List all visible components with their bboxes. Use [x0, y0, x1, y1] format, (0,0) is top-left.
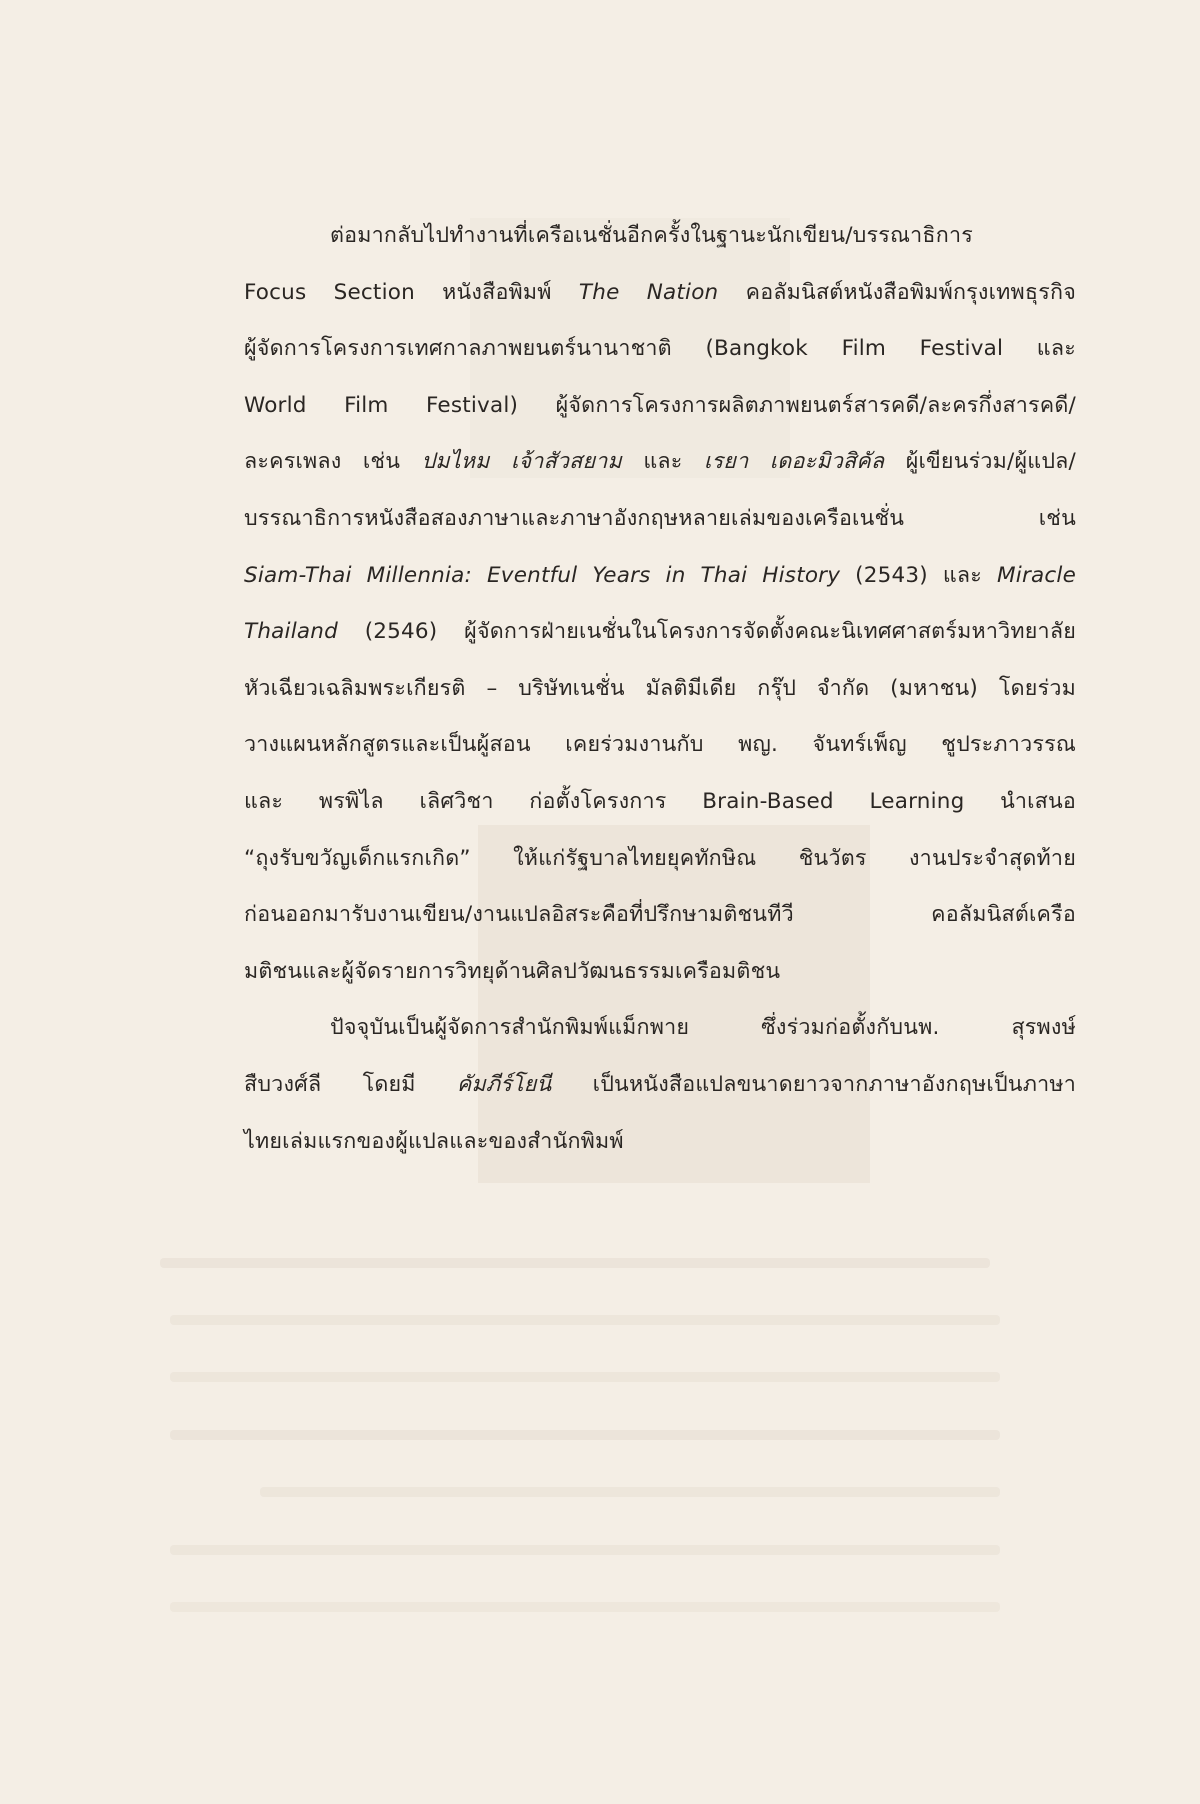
- italic-title: Miracle: [997, 562, 1076, 588]
- italic-title: คัมภีร์โยนี: [456, 1071, 552, 1097]
- show-through-line: [170, 1430, 1000, 1440]
- text-line: ผู้จัดการโครงการเทศกาลภาพยนตร์นานาชาติ (Bangkok Film Festival และ: [244, 336, 1076, 362]
- body-text: [244, 208, 1076, 1170]
- text-line: สืบวงศ์ลี โดยมี คัมภีร์โยนี เป็นหนังสือแปลขนาดยาวจากภาษาอังกฤษเป็นภาษา: [244, 1071, 1076, 1097]
- paragraph-1: [244, 208, 1076, 1000]
- show-through-line: [170, 1372, 1000, 1382]
- text-line: บรรณาธิการหนังสือสองภาษาและภาษาอังกฤษหลายเล่มของเครือเนชั่น เช่น: [244, 505, 1076, 531]
- paragraph-2: [244, 1000, 1076, 1170]
- text-line: ก่อนออกมารับงานเขียน/งานแปลอิสระคือที่ปรึกษามติชนทีวี คอลัมนิสต์เครือ: [244, 902, 1076, 928]
- italic-title: ปมไหม เจ้าสัวสยาม: [421, 449, 622, 475]
- show-through-line: [170, 1315, 1000, 1325]
- text-line: Siam-Thai Millennia: Eventful Years in Thai History (2543) และ Miracle: [244, 562, 1076, 588]
- text-line: ต่อมากลับไปทำงานที่เครือเนชั่นอีกครั้งในฐานะนักเขียน/บรรณาธิการ: [330, 223, 973, 248]
- text-line: World Film Festival) ผู้จัดการโครงการผลิตภาพยนตร์สารคดี/ละครกึ่งสารคดี/: [244, 392, 1076, 418]
- italic-title: เรยา เดอะมิวสิคัล: [703, 449, 885, 475]
- italic-title: The Nation: [578, 279, 719, 305]
- text-line: ไทยเล่มแรกของผู้แปลและของสำนักพิมพ์: [244, 1128, 624, 1154]
- show-through-line: [170, 1602, 1000, 1612]
- show-through-line: [260, 1487, 1000, 1497]
- text-line: ปัจจุบันเป็นผู้จัดการสำนักพิมพ์แม็กพาย ซึ่งร่วมก่อตั้งกับนพ. สุรพงษ์: [330, 1015, 1076, 1041]
- text-line: และ พรพิไล เลิศวิชา ก่อตั้งโครงการ Brain-Based Learning นำเสนอ: [244, 788, 1076, 814]
- text-line: “ถุงรับขวัญเด็กแรกเกิด” ให้แก่รัฐบาลไทยยุคทักษิณ ชินวัตร งานประจำสุดท้าย: [244, 845, 1076, 871]
- text-line: หัวเฉียวเฉลิมพระเกียรติ – บริษัทเนชั่น มัลติมีเดีย กรุ๊ป จำกัด (มหาชน) โดยร่วม: [244, 675, 1076, 701]
- show-through-line: [170, 1545, 1000, 1555]
- text-line: มติชนและผู้จัดรายการวิทยุด้านศิลปวัฒนธรรมเครือมติชน: [244, 958, 781, 984]
- text-line: ละครเพลง เช่น ปมไหม เจ้าสัวสยาม และ เรยา เดอะมิวสิคัล ผู้เขียนร่วม/ผู้แปล/: [244, 449, 1076, 475]
- text-line: วางแผนหลักสูตรและเป็นผู้สอน เคยร่วมงานกับ พญ. จันทร์เพ็ญ ชูประภาวรรณ: [244, 732, 1076, 758]
- text-line: Focus Section หนังสือพิมพ์ The Nation คอลัมนิสต์หนังสือพิมพ์กรุงเทพธุรกิจ: [244, 279, 1076, 305]
- italic-title: Siam-Thai Millennia: Eventful Years in Thai History: [244, 562, 841, 588]
- show-through-line: [160, 1258, 990, 1268]
- italic-title: Thailand: [244, 619, 338, 645]
- text-line: Thailand (2546) ผู้จัดการฝ่ายเนชั่นในโครงการจัดตั้งคณะนิเทศศาสตร์มหาวิทยาลัย: [244, 619, 1076, 645]
